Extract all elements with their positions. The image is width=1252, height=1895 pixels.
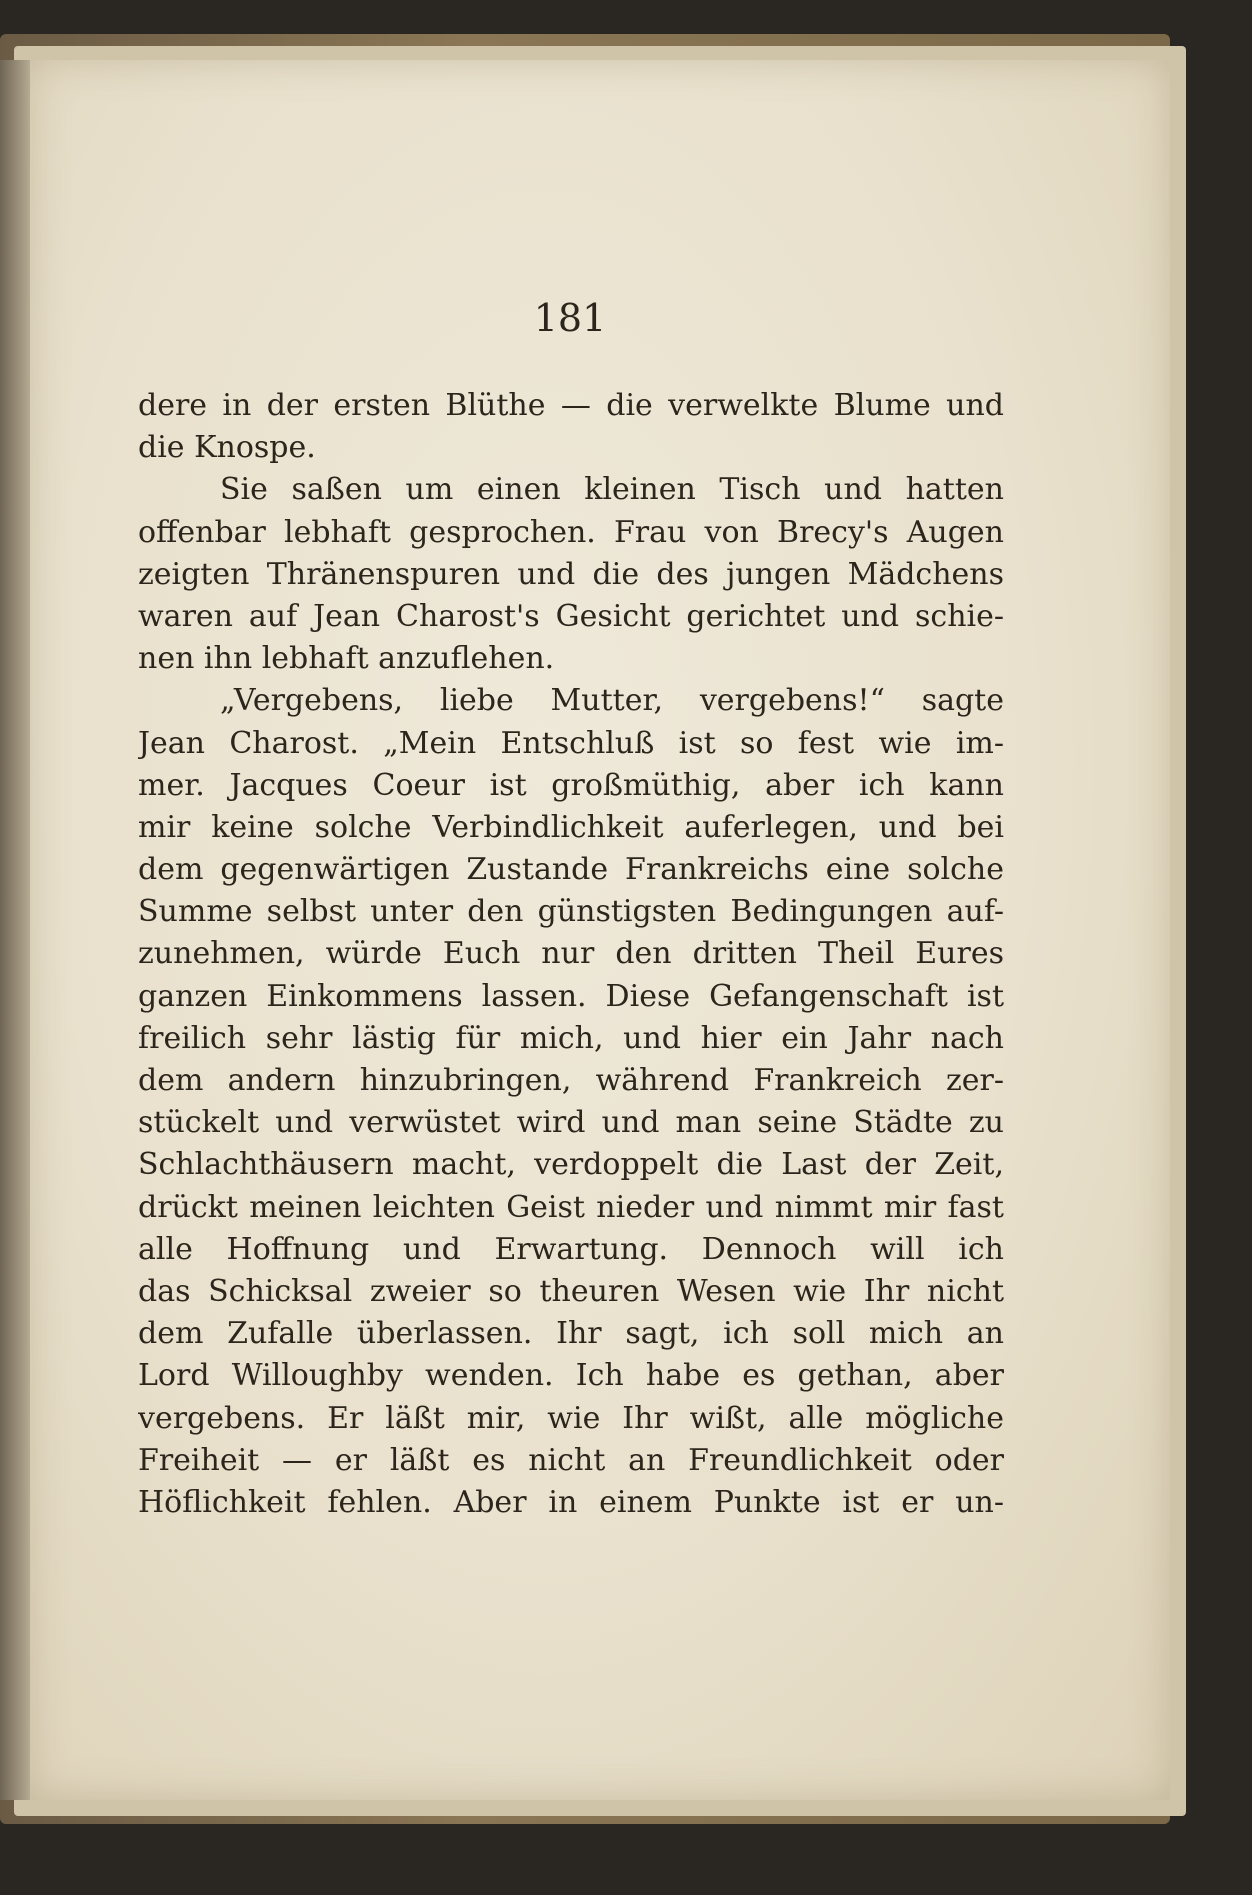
text-line: drückt meinen leichten Geist nieder und nimmt mir fast: [138, 1189, 1004, 1225]
text-line: offenbar lebhaft gesprochen. Frau von Brecy's Augen: [138, 514, 1004, 550]
text-line: Lord Willoughby wenden. Ich habe es gethan, aber: [138, 1358, 1004, 1394]
text-line: mer. Jacques Coeur ist großmüthig, aber ich kann: [138, 767, 1004, 803]
text-line: Höflichkeit fehlen. Aber in einem Punkte ist er un-: [138, 1484, 1004, 1520]
text-line: nen ihn lebhaft anzuflehen.: [138, 641, 555, 677]
text-line: freilich sehr lästig für mich, und hier ein Jahr nach: [138, 1020, 1004, 1056]
text-line: Freiheit — er läßt es nicht an Freundlichkeit oder: [138, 1442, 1004, 1478]
text-line: stückelt und verwüstet wird und man seine Städte zu: [138, 1105, 1004, 1141]
text-line: Summe selbst unter den günstigsten Bedingungen auf-: [138, 894, 1004, 930]
text-line: dere in der ersten Blüthe — die verwelkte Blume und: [138, 388, 1004, 423]
text-line: dem andern hinzubringen, während Frankreich zer-: [138, 1063, 1004, 1098]
text-line: Sie saßen um einen kleinen Tisch und hatten: [220, 472, 1004, 508]
text-line: die Knospe.: [138, 430, 316, 466]
text-line: alle Hoffnung und Erwartung. Dennoch will ich: [138, 1231, 1004, 1267]
text-line: dem gegenwärtigen Zustande Frankreichs eine solche: [138, 852, 1004, 888]
text-line: dem Zufalle überlassen. Ihr sagt, ich soll mich an: [138, 1316, 1004, 1352]
page-number: 181: [533, 296, 607, 340]
book-gutter: [0, 60, 30, 1800]
body-text: [138, 385, 1004, 1524]
text-line: Schlachthäusern macht, verdoppelt die Last der Zeit,: [138, 1147, 1004, 1183]
text-line: ganzen Einkommens lassen. Diese Gefangenschaft ist: [138, 978, 1004, 1014]
text-line: Jean Charost. „Mein Entschluß ist so fest wie im-: [138, 725, 1004, 761]
text-line: mir keine solche Verbindlichkeit auferlegen, und bei: [138, 809, 1004, 845]
text-line: das Schicksal zweier so theuren Wesen wie Ihr nicht: [138, 1273, 1004, 1309]
text-line: waren auf Jean Charost's Gesicht gerichtet und schie-: [138, 598, 1004, 634]
text-line: vergebens. Er läßt mir, wie Ihr wißt, alle mögliche: [138, 1400, 1004, 1436]
text-line: „Vergebens, liebe Mutter, vergebens!“ sagte: [220, 683, 1004, 719]
book-page: [30, 60, 1170, 1800]
text-line: zunehmen, würde Euch nur den dritten Theil Eures: [138, 936, 1004, 972]
text-line: zeigten Thränenspuren und die des jungen Mädchens: [138, 556, 1004, 592]
